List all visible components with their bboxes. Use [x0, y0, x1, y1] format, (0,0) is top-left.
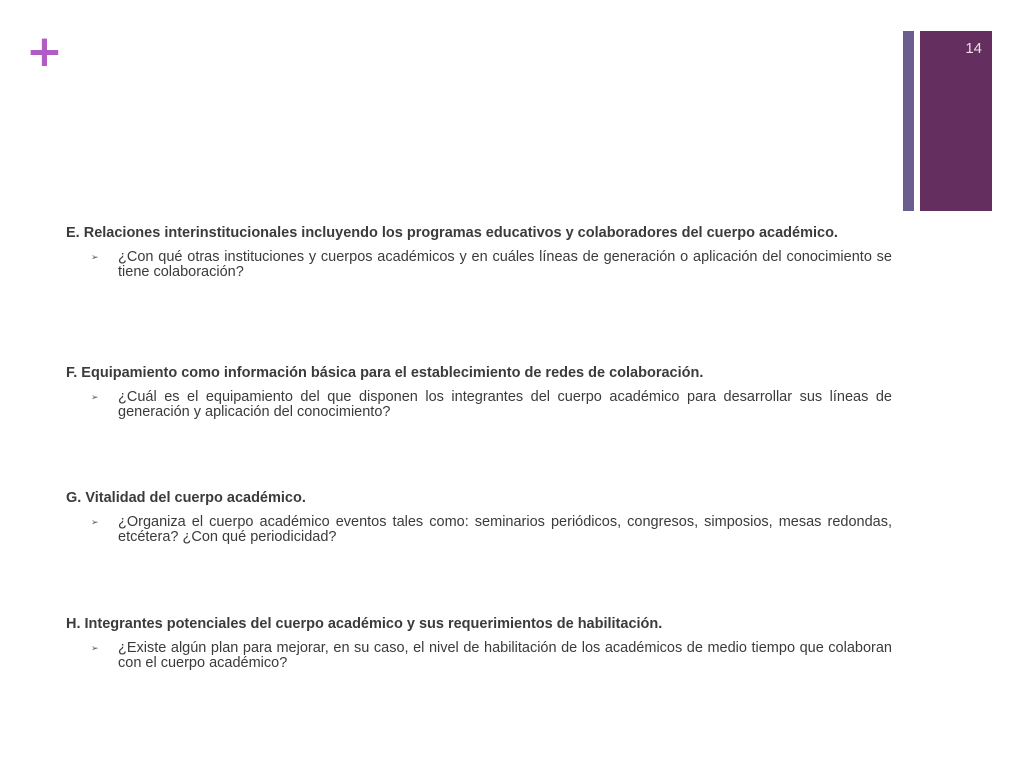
bullet-item	[66, 390, 892, 420]
arrow-bullet-icon: ➢	[91, 643, 99, 653]
section-title: G. Vitalidad del cuerpo académico.	[66, 490, 306, 506]
section-g	[66, 491, 892, 545]
bullet-item	[66, 250, 892, 280]
bullet-item	[66, 515, 892, 545]
section-title: F. Equipamiento como información básica para el establecimiento de redes de colaboración.	[66, 365, 704, 381]
page-number: 14	[965, 40, 982, 57]
plus-logo-icon: +	[26, 26, 63, 77]
arrow-bullet-icon: ➢	[91, 252, 99, 262]
section-title: H. Integrantes potenciales del cuerpo académico y sus requerimientos de habilitación.	[66, 616, 663, 632]
decorative-bar-thin	[903, 31, 914, 211]
section-title: E. Relaciones interinstitucionales incluyendo los programas educativos y colaboradores del cuerpo académico.	[66, 225, 838, 241]
section-f	[66, 366, 892, 420]
bullet-text: ¿Organiza el cuerpo académico eventos tales como: seminarios periódicos, congresos, simposios, mesas redondas, etcétera? ¿Con qué periodicidad?	[118, 514, 892, 545]
arrow-bullet-icon: ➢	[91, 392, 99, 402]
bullet-text: ¿Cuál es el equipamiento del que disponen los integrantes del cuerpo académico para desarrollar sus líneas de generación y aplicación del conocimiento?	[118, 389, 892, 420]
bullet-item	[66, 641, 892, 671]
bullet-text: ¿Con qué otras instituciones y cuerpos académicos y en cuáles líneas de generación o aplicación del conocimiento se tiene colaboración?	[118, 249, 892, 280]
section-e	[66, 226, 892, 280]
arrow-bullet-icon: ➢	[91, 517, 99, 527]
decorative-bar-wide	[920, 31, 992, 211]
bullet-text: ¿Existe algún plan para mejorar, en su caso, el nivel de habilitación de los académicos de medio tiempo que colaboran con el cuerpo académico?	[118, 640, 892, 671]
section-h	[66, 617, 892, 671]
